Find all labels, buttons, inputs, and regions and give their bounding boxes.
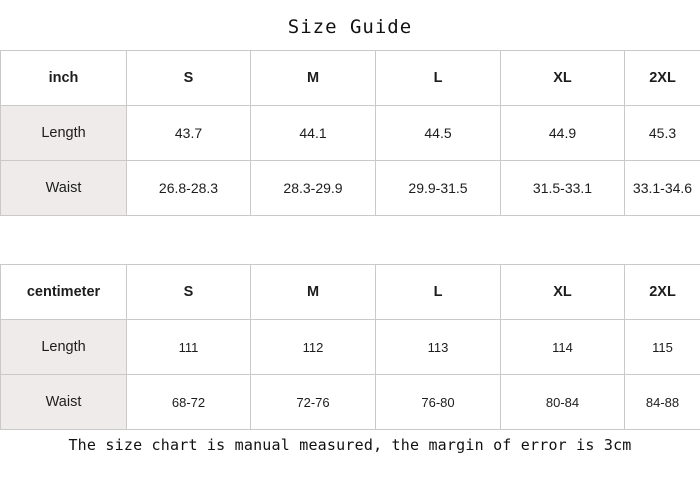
column-header-l: L (376, 51, 501, 106)
cell-length-cm-l: 113 (376, 320, 501, 375)
row-label-length-cm: Length (1, 320, 127, 375)
size-table-inch (0, 50, 700, 216)
cell-length-inch-l: 44.5 (376, 106, 501, 161)
cell-waist-cm-2xl: 84-88 (625, 375, 700, 430)
cell-length-cm-m: 112 (251, 320, 376, 375)
column-header-xl-cm: XL (501, 265, 625, 320)
cell-length-inch-s: 43.7 (127, 106, 251, 161)
cell-length-cm-2xl: 115 (625, 320, 700, 375)
cell-waist-cm-m: 72-76 (251, 375, 376, 430)
cell-waist-cm-s: 68-72 (127, 375, 251, 430)
page-title: Size Guide (287, 16, 413, 38)
column-header-2xl: 2XL (625, 51, 700, 106)
cell-waist-inch-m: 28.3-29.9 (251, 161, 376, 216)
column-header-s-cm: S (127, 265, 251, 320)
table-row (1, 320, 700, 375)
column-header-l-cm: L (376, 265, 501, 320)
cell-waist-inch-xl: 31.5-33.1 (501, 161, 625, 216)
table-row (1, 106, 700, 161)
table-row (1, 161, 700, 216)
measurement-note: The size chart is manual measured, the margin of error is 3cm (68, 436, 632, 454)
table-header-row-centimeter (1, 265, 700, 320)
row-label-waist-cm: Waist (1, 375, 127, 430)
row-label-length-inch: Length (1, 106, 127, 161)
column-header-m: M (251, 51, 376, 106)
table-spacer (0, 216, 700, 264)
table-header-row-inch (1, 51, 700, 106)
cell-length-cm-s: 111 (127, 320, 251, 375)
row-label-waist-inch: Waist (1, 161, 127, 216)
column-header-xl: XL (501, 51, 625, 106)
cell-waist-inch-2xl: 33.1-34.6 (625, 161, 700, 216)
unit-header-inch: inch (1, 51, 127, 106)
cell-waist-inch-s: 26.8-28.3 (127, 161, 251, 216)
cell-waist-inch-l: 29.9-31.5 (376, 161, 501, 216)
column-header-m-cm: M (251, 265, 376, 320)
cell-waist-cm-xl: 80-84 (501, 375, 625, 430)
cell-length-inch-xl: 44.9 (501, 106, 625, 161)
table-row (1, 375, 700, 430)
size-table-centimeter (0, 264, 700, 430)
cell-length-inch-2xl: 45.3 (625, 106, 700, 161)
column-header-2xl-cm: 2XL (625, 265, 700, 320)
cell-length-cm-xl: 114 (501, 320, 625, 375)
cell-waist-cm-l: 76-80 (376, 375, 501, 430)
column-header-s: S (127, 51, 251, 106)
cell-length-inch-m: 44.1 (251, 106, 376, 161)
unit-header-centimeter: centimeter (1, 265, 127, 320)
